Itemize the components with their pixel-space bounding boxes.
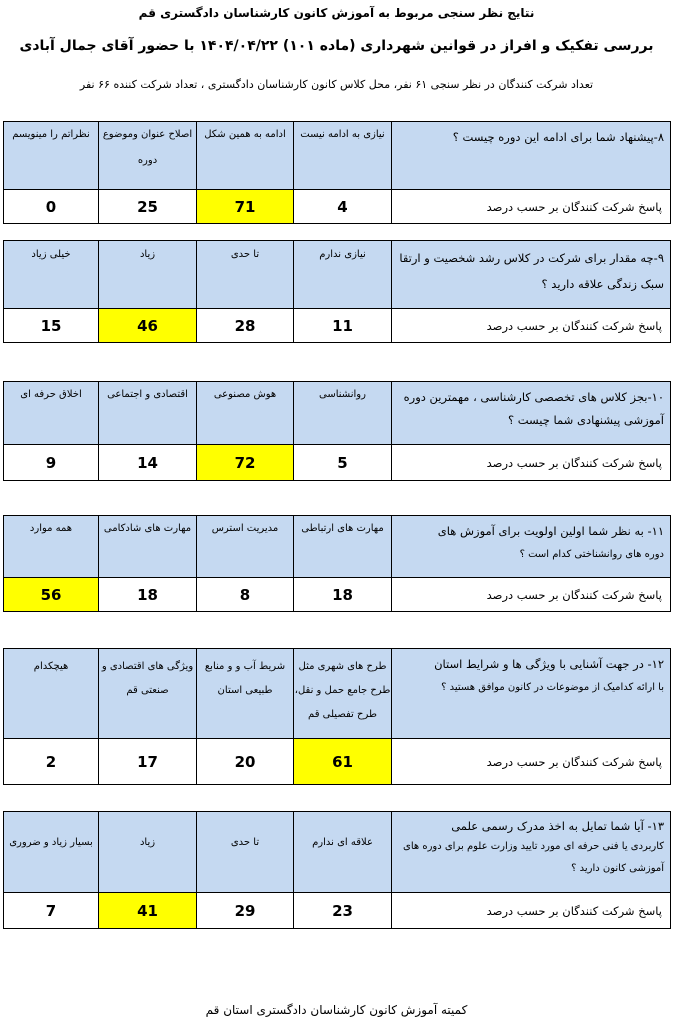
question-text: ۸-پیشنهاد شما برای ادامه این دوره چیست ؟ [392, 122, 671, 190]
question-cell [392, 649, 671, 739]
option-label: اقتصادی و اجتماعی [99, 382, 197, 445]
question-text-line2: دوره های روانشناختی کدام است ؟ [519, 549, 664, 560]
option-label: هیچکدام [4, 649, 99, 739]
question-table-13 [3, 811, 671, 929]
option-label: علاقه ای ندارم [294, 812, 392, 893]
value-cell: 2 [4, 739, 99, 785]
footer-committee: کمیته آموزش کانون کارشناسان دادگستری استان قم [205, 1003, 468, 1017]
value-cell: 17 [99, 739, 197, 785]
option-label: نیازی ندارم [294, 241, 392, 309]
question-text: ۱۳- آیا شما تمایل به اخذ مدرک رسمی علمی [451, 819, 664, 833]
option-label: اخلاق حرفه ای [4, 382, 99, 445]
value-cell-highlighted: 46 [99, 309, 197, 343]
value-cell-highlighted: 72 [197, 445, 294, 481]
option-label: ادامه به همین شکل [197, 122, 294, 190]
value-cell: 15 [4, 309, 99, 343]
question-table-11 [3, 515, 671, 612]
value-cell: 25 [99, 190, 197, 224]
question-text: ۱۰-بجز کلاس های تخصصی کارشناسی ، مهمترین دوره آموزشی پیشنهادی شما چیست ؟ [392, 382, 671, 445]
value-cell: 28 [197, 309, 294, 343]
report-title: نتایج نظر سنجی مربوط به آموزش کانون کارشناسان دادگستری قم [138, 6, 535, 20]
value-cell-highlighted: 71 [197, 190, 294, 224]
value-cell-highlighted: 61 [294, 739, 392, 785]
row-label: پاسخ شرکت کنندگان بر حسب درصد [392, 445, 671, 481]
option-label: شریط آب و و منابع طبیعی استان [197, 649, 294, 739]
option-label: مدیریت استرس [197, 516, 294, 578]
option-label: زیاد [99, 241, 197, 309]
value-cell-highlighted: 56 [4, 578, 99, 612]
question-table-9 [3, 240, 671, 343]
value-cell: 18 [294, 578, 392, 612]
question-text-line2: با ارائه کدامیک از موضوعات در کانون موافق هستید ؟ [441, 682, 664, 693]
value-cell: 18 [99, 578, 197, 612]
option-label: ویژگی های اقتصادی و صنعتی قم [99, 649, 197, 739]
value-cell: 8 [197, 578, 294, 612]
question-text-line2: کاربردی یا فنی حرفه ای مورد تایید وزارت علوم برای دوره های آموزشی کانون دارید ؟ [403, 841, 664, 874]
question-cell [392, 812, 671, 893]
question-text: ۹-چه مقدار برای شرکت در کلاس رشد شخصیت و ارتقا سبک زندگی علاقه دارید ؟ [392, 241, 671, 309]
value-cell-highlighted: 41 [99, 893, 197, 929]
value-cell: 14 [99, 445, 197, 481]
value-cell: 7 [4, 893, 99, 929]
value-cell: 9 [4, 445, 99, 481]
option-label: زیاد [99, 812, 197, 893]
option-label: تا حدی [197, 241, 294, 309]
row-label: پاسخ شرکت کنندگان بر حسب درصد [392, 309, 671, 343]
value-cell: 23 [294, 893, 392, 929]
option-label: مهارت های شادکامی [99, 516, 197, 578]
option-label: اصلاح عنوان وموضوع دوره [99, 122, 197, 190]
option-label: بسیار زیاد و ضروری [4, 812, 99, 893]
row-label: پاسخ شرکت کنندگان بر حسب درصد [392, 190, 671, 224]
value-cell: 4 [294, 190, 392, 224]
option-label: هوش مصنوعی [197, 382, 294, 445]
value-cell: 0 [4, 190, 99, 224]
value-cell: 5 [294, 445, 392, 481]
option-label: همه موارد [4, 516, 99, 578]
question-table-8 [3, 121, 671, 224]
value-cell: 29 [197, 893, 294, 929]
report-info: تعداد شرکت کنندگان در نظر سنجی ۶۱ نفر، محل کلاس کانون کارشناسان دادگستری ، تعداد شرکت کننده ۶۶ نفر [79, 78, 594, 91]
option-label: نیازی به ادامه نیست [294, 122, 392, 190]
row-label: پاسخ شرکت کنندگان بر حسب درصد [392, 739, 671, 785]
value-cell: 11 [294, 309, 392, 343]
value-cell: 20 [197, 739, 294, 785]
option-label: روانشناسی [294, 382, 392, 445]
option-label: نظراتم را مینویسم [4, 122, 99, 190]
report-subtitle: بررسی تفکیک و افراز در قوانین شهرداری (ماده ۱۰۱) ۱۴۰۴/۰۴/۲۲ با حضور آقای جمال آبادی [19, 38, 654, 54]
option-label: مهارت های ارتباطی [294, 516, 392, 578]
question-cell [392, 516, 671, 578]
row-label: پاسخ شرکت کنندگان بر حسب درصد [392, 578, 671, 612]
question-table-10 [3, 381, 671, 481]
question-text: ۱۲- در جهت آشنایی با ویژگی ها و شرایط استان [434, 657, 664, 671]
option-label: طرح های شهری مثل طرح جامع حمل و نقل، طرح تفصیلی قم [294, 649, 392, 739]
option-label: تا حدی [197, 812, 294, 893]
row-label: پاسخ شرکت کنندگان بر حسب درصد [392, 893, 671, 929]
question-text: ۱۱- به نظر شما اولین اولویت برای آموزش های [437, 524, 664, 538]
option-label: خیلی زیاد [4, 241, 99, 309]
question-table-12 [3, 648, 671, 785]
